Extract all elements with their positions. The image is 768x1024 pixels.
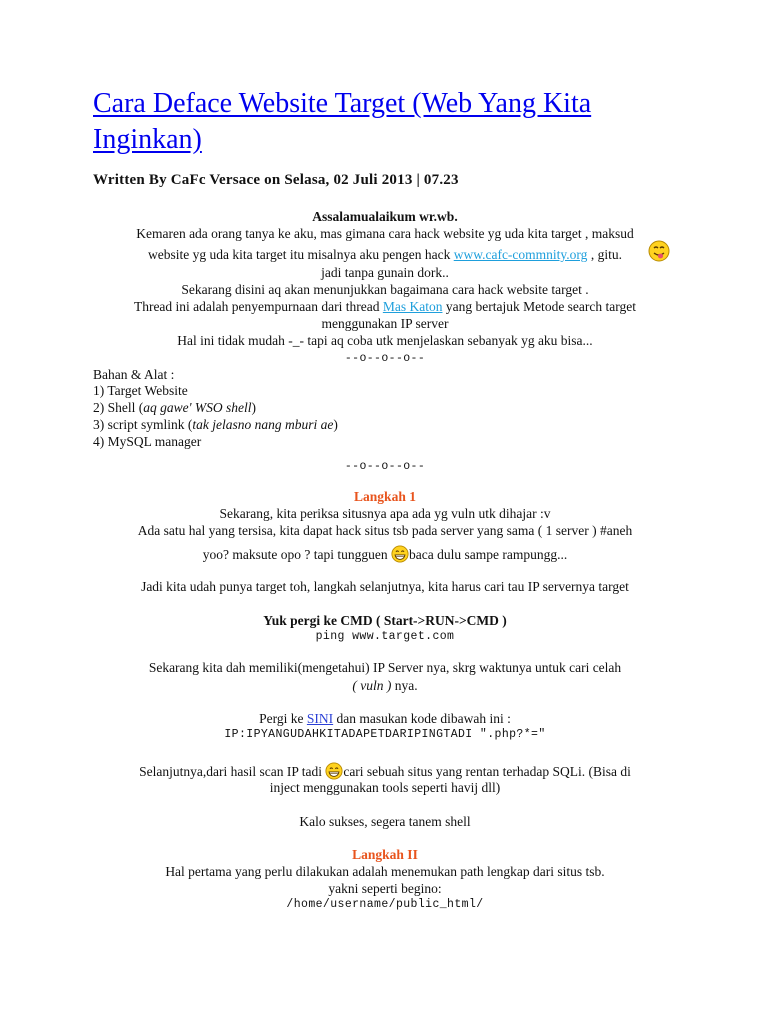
intro-line-6: menggunakan IP server: [321, 316, 449, 331]
post-byline: Written By CaFc Versace on Selasa, 02 Juli 2013 | 07.23: [93, 172, 459, 188]
materials-item-3-note: tak jelasno nang mburi ae: [192, 417, 334, 432]
vuln-note: ( vuln ): [352, 678, 392, 693]
greeting: Assalamualaikum wr.wb.: [312, 209, 458, 224]
materials-item-3-post: ): [333, 417, 338, 432]
step-1-line-7-pre: Pergi ke: [259, 711, 307, 726]
grin-emoji-icon: [325, 762, 343, 780]
materials-item-2: [93, 399, 683, 416]
mas-katon-link[interactable]: Mas Katon: [382, 299, 443, 314]
separator-2: --o--o--o--: [344, 460, 426, 473]
tongue-out-emoji-icon: [648, 240, 670, 262]
step-1-line-8-post: cari sebuah situs yang rentan terhadap SQLi. (Bisa di: [343, 764, 631, 779]
dork-query-code: IP:IPYANGUDAHKITADAPETDARIPINGTADI ".php?*=": [224, 728, 546, 741]
cafc-community-link[interactable]: www.cafc-commnity.org: [453, 247, 588, 262]
materials-item-3-pre: 3) script symlink (: [93, 417, 193, 432]
separator-1: --o--o--o--: [344, 352, 426, 365]
intro-line-4: Sekarang disini aq akan menunjukkan bagaimana cara hack website target .: [181, 282, 589, 297]
intro-line-7: Hal ini tidak mudah -_- tapi aq coba utk menjelaskan sebanyak yg aku bisa...: [177, 333, 593, 348]
step-1-line-3-pre: yoo? maksute opo ? tapi tungguen: [202, 547, 391, 562]
step-1-heading: Langkah 1: [354, 489, 416, 504]
intro-line-5: [90, 298, 680, 315]
step-2-line-2: yakni seperti begino:: [328, 881, 442, 896]
intro-line-2-text: website yg uda kita target itu misalnya aku pengen hack: [148, 247, 454, 262]
step-1-line-9: inject menggunakan tools seperti havij dll): [269, 780, 501, 795]
materials-item-2-note: aq gawe' WSO shell: [143, 400, 252, 415]
intro-line-2: [90, 246, 680, 263]
step-1-line-8-pre: Selanjutnya,dari hasil scan IP tadi: [139, 764, 326, 779]
ping-command-code: ping www.target.com: [315, 630, 455, 643]
intro-line-2-post: , gitu.: [587, 247, 622, 262]
post-title-link[interactable]: Cara Deface Website Target (Web Yang Kita Inginkan): [93, 88, 592, 155]
path-example-code: /home/username/public_html/: [286, 898, 484, 911]
sini-link[interactable]: SINI: [306, 711, 334, 726]
grin-emoji-icon: [391, 545, 409, 563]
step-2-heading: Langkah II: [352, 847, 418, 862]
intro-line-1: Kemaren ada orang tanya ke aku, mas gimana cara hack website yg uda kita target , maksud: [136, 226, 634, 241]
materials-item-2-post: ): [251, 400, 257, 415]
step-1-line-5: Sekarang kita dah memiliki(mengetahui) IP Server nya, skrg waktunya untuk cari celah: [148, 660, 622, 675]
step-1-line-4: Jadi kita udah punya target toh, langkah selanjutnya, kita harus cari tau IP servernya target: [141, 579, 629, 594]
step-1-line-6: [90, 677, 680, 694]
step-1-line-1: Sekarang, kita periksa situsnya apa ada yg vuln utk dihajar :v: [219, 506, 551, 521]
step-1-line-7-post: dan masukan kode dibawah ini :: [333, 711, 511, 726]
step-1-line-10: Kalo sukses, segera tanem shell: [299, 814, 471, 829]
materials-item-3: [93, 416, 683, 433]
cmd-heading: Yuk pergi ke CMD ( Start->RUN->CMD ): [263, 613, 507, 628]
step-2-line-1: Hal pertama yang perlu dilakukan adalah menemukan path lengkap dari situs tsb.: [165, 864, 605, 879]
step-1-line-6-post: nya.: [391, 678, 418, 693]
intro-line-5-text: Thread ini adalah penyempurnaan dari thread: [133, 299, 383, 314]
intro-line-5-post: yang bertajuk Metode search target: [442, 299, 637, 314]
step-1-line-8: [90, 762, 680, 780]
materials-item-1: 1) Target Website: [93, 383, 188, 398]
step-1-line-2: Ada satu hal yang tersisa, kita dapat hack situs tsb pada server yang sama ( 1 server ) #aneh: [137, 523, 633, 538]
intro-line-3: jadi tanpa gunain dork..: [321, 265, 449, 280]
materials-heading: Bahan & Alat :: [93, 367, 175, 382]
step-1-line-3: [90, 545, 680, 563]
step-1-line-3-post: baca dulu sampe rampungg...: [409, 547, 568, 562]
materials-item-2-pre: 2) Shell (: [93, 400, 144, 415]
step-1-line-7: [90, 710, 680, 727]
materials-item-4: 4) MySQL manager: [93, 434, 202, 449]
